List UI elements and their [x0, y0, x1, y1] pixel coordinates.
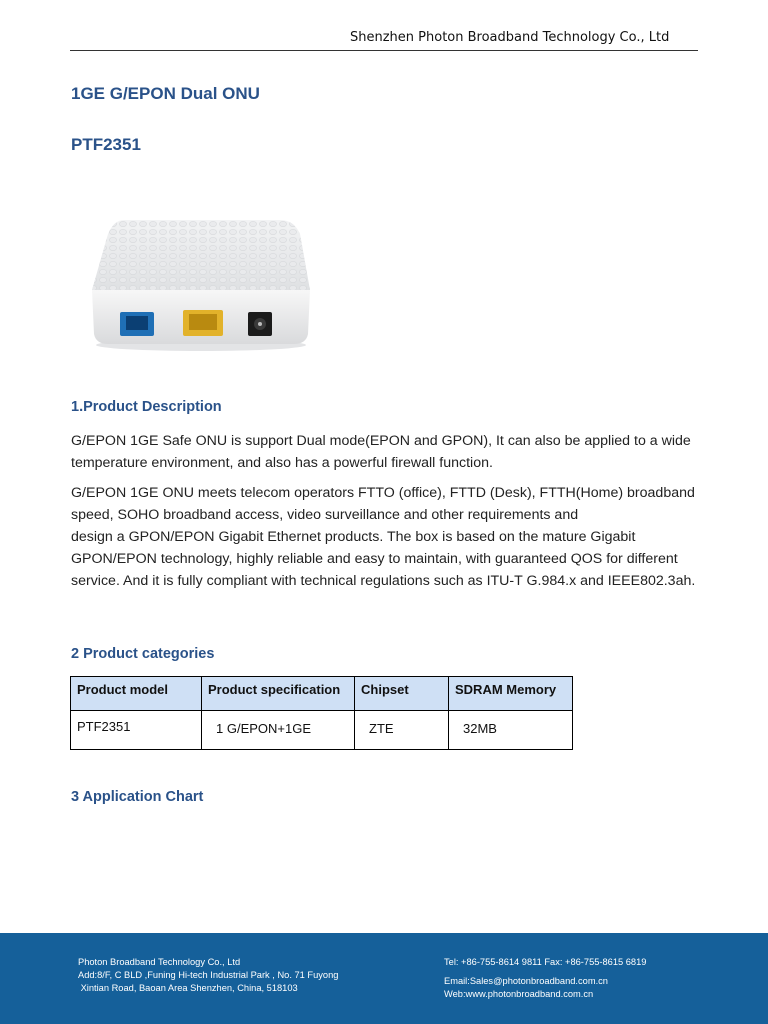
- table-cell: 32MB: [449, 711, 573, 750]
- text-line: G/EPON 1GE Safe ONU is support Dual mode(EPON and GPON), It can also be applied to a wide: [71, 433, 691, 449]
- footer-address-line: Add:8/F, C BLD ,Funing Hi-tech Industrial Park , No. 71 Fuyong: [78, 970, 339, 980]
- document-title: 1GE G/EPON Dual ONU: [71, 84, 260, 103]
- footer-address-block: [78, 956, 338, 995]
- header-company-name: Shenzhen Photon Broadband Technology Co., Ltd: [350, 30, 670, 45]
- section-heading-application-chart: 3 Application Chart: [71, 789, 204, 805]
- section-heading-categories: 2 Product categories: [71, 646, 215, 662]
- text-line: service. And it is fully compliant with technical regulations such as ITU-T G.984.x and IEEE802.3ah.: [71, 573, 696, 589]
- table-cell: ZTE: [355, 711, 449, 750]
- table-header-row: [71, 677, 573, 711]
- table-cell: 1 G/EPON+1GE: [202, 711, 355, 750]
- text-line: temperature environment, and also has a powerful firewall function.: [71, 455, 493, 471]
- column-header: Product specification: [202, 677, 355, 711]
- column-header: Product model: [71, 677, 202, 711]
- footer-tel-fax: Tel: +86-755-8614 9811 Fax: +86-755-8615 6819: [444, 957, 647, 967]
- text-line: design a GPON/EPON Gigabit Ethernet products. The box is based on the mature Gigabit: [71, 529, 636, 545]
- page-footer: [0, 933, 768, 1024]
- header-divider: [70, 50, 698, 51]
- column-header: Chipset: [355, 677, 449, 711]
- table-cell: PTF2351: [71, 711, 202, 750]
- onu-device-photo: [88, 212, 314, 352]
- table-row: [71, 711, 573, 750]
- footer-contact-block: [444, 956, 646, 1001]
- footer-address-line: Xintian Road, Baoan Area Shenzhen, China, 518103: [78, 983, 298, 993]
- footer-company: Photon Broadband Technology Co., Ltd: [78, 957, 241, 967]
- footer-email-link[interactable]: Email:Sales@photonbroadband.com.cn: [444, 976, 608, 986]
- model-title: PTF2351: [71, 135, 141, 154]
- description-paragraph-2: [71, 482, 696, 592]
- footer-web-link[interactable]: Web:www.photonbroadband.com.cn: [444, 989, 594, 999]
- description-paragraph-1: [71, 430, 691, 474]
- text-line: GPON/EPON technology, highly reliable and easy to maintain, with guaranteed QOS for different: [71, 551, 678, 567]
- product-categories-table: [70, 676, 573, 750]
- text-line: G/EPON 1GE ONU meets telecom operators FTTO (office), FTTD (Desk), FTTH(Home) broadband: [71, 485, 695, 501]
- column-header: SDRAM Memory: [449, 677, 573, 711]
- text-line: speed, SOHO broadband access, video surveillance and other requirements and: [71, 507, 579, 523]
- section-heading-description: 1.Product Description: [71, 399, 222, 415]
